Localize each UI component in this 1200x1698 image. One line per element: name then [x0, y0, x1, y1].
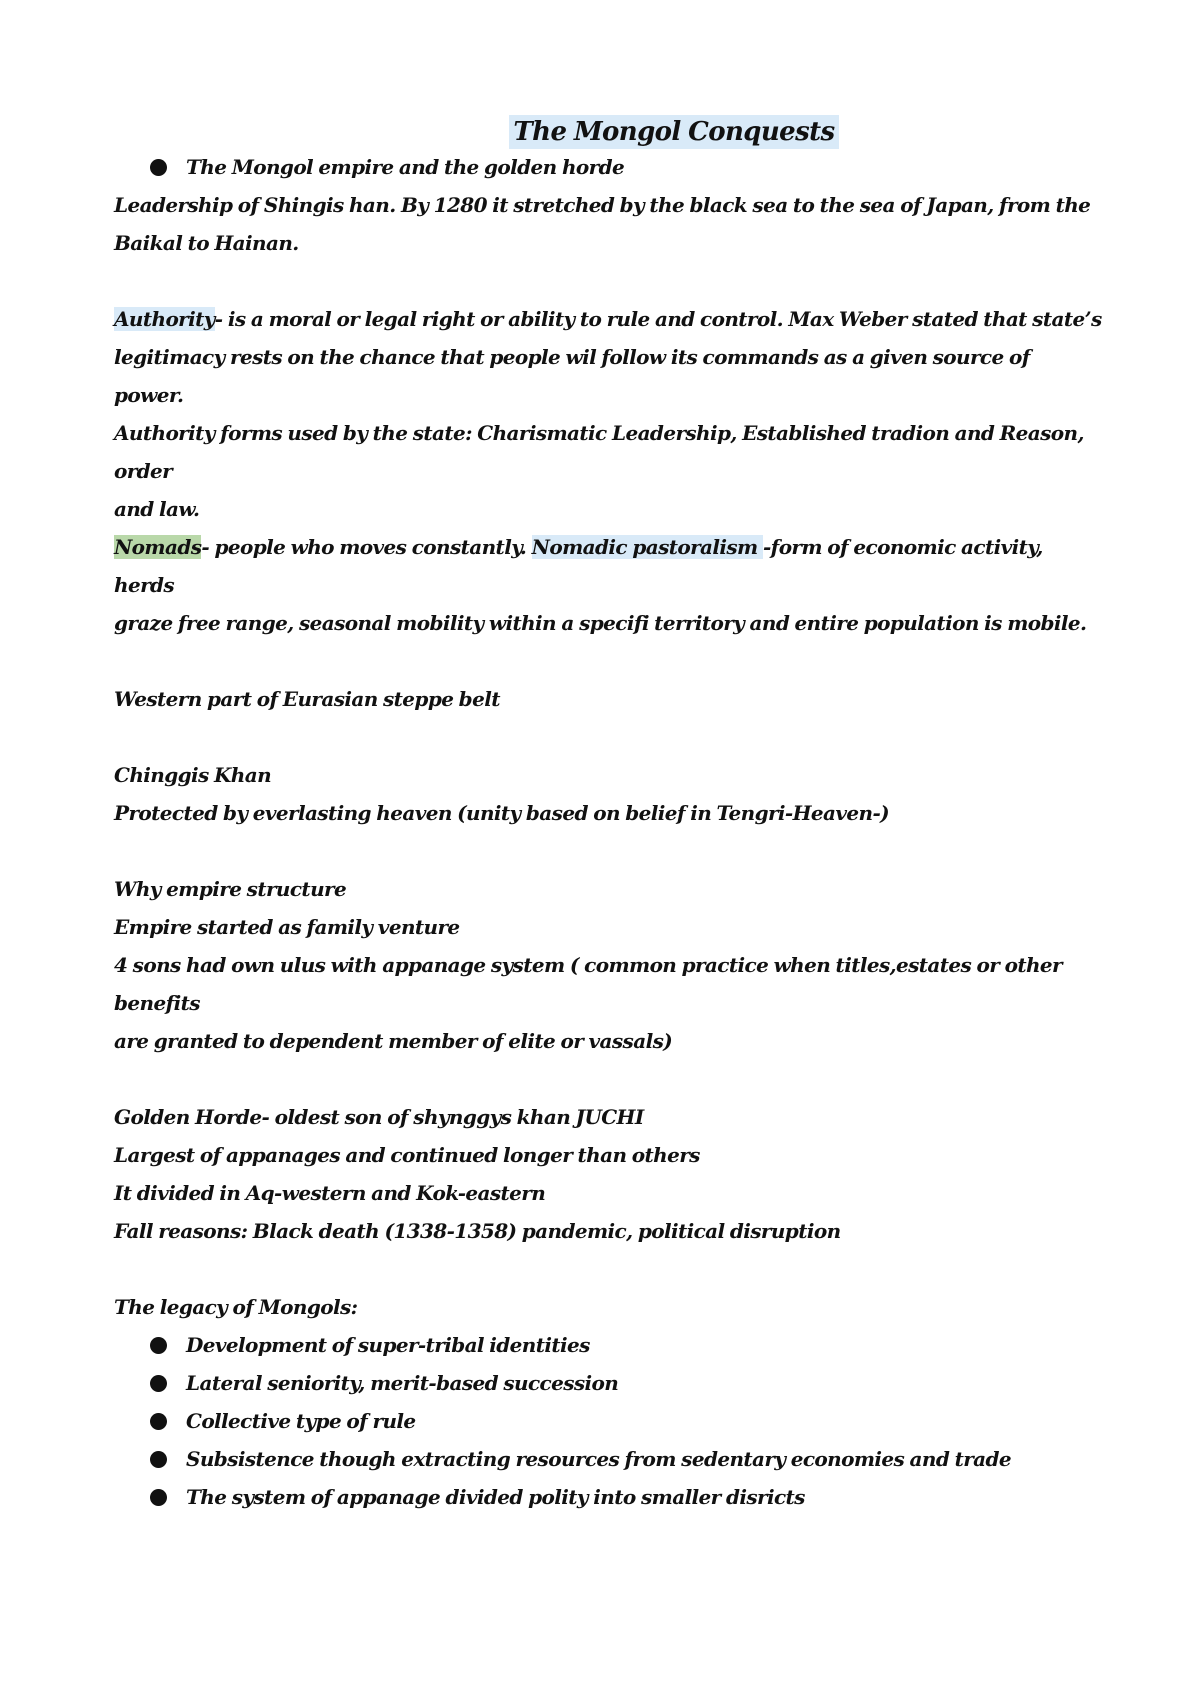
chinggis-heading: Chinggis Khan — [114, 763, 272, 787]
horde-line: Fall reasons: Black death (1338-1358) pandemic, political disruption — [114, 1219, 841, 1243]
horde-line: Largest of appanages and continued longer than others — [114, 1143, 700, 1167]
paragraph-gap — [114, 832, 1104, 870]
bullet-icon — [150, 159, 167, 176]
list-item: Collective type of rule — [150, 1402, 1104, 1440]
paragraph-gap — [114, 718, 1104, 756]
bullet-icon — [150, 1489, 167, 1506]
list-item: The Mongol empire and the golden horde — [150, 148, 1104, 186]
leadership-line: Leadership of Shingis han. By 1280 it stretched by the black sea to the sea of Japan, from the — [114, 193, 1091, 217]
steppe-line: Western part of Eurasian steppe belt — [114, 687, 500, 711]
paragraph-gap — [114, 642, 1104, 680]
list-item: Development of super-tribal identities — [150, 1326, 1104, 1364]
list-item: Subsistence though extracting resources from sedentary economies and trade — [150, 1440, 1104, 1478]
legacy-list — [114, 1326, 1104, 1516]
authority-definition: Authority- is a moral or legal right or ability to rule and control. Max Weber stated that state’s — [114, 307, 1102, 331]
empire-line: Empire started as family venture — [114, 915, 460, 939]
nomadic-pastoralism-term: Nomadic pastoralism — [531, 535, 763, 559]
nomads-term: Nomads — [114, 535, 202, 559]
paragraph-gap — [114, 262, 1104, 300]
list-item: Lateral seniority, merit-based succession — [150, 1364, 1104, 1402]
authority-term: Authority — [114, 307, 215, 331]
bullet-icon — [150, 1375, 167, 1392]
chinggis-line: Protected by everlasting heaven (unity based on belief in Tengri-Heaven-) — [114, 801, 890, 825]
list-item: The system of appanage divided polity into smaller disricts — [150, 1478, 1104, 1516]
horde-line: It divided in Aq-western and Kok-eastern — [114, 1181, 546, 1205]
authority-line: Authority forms used by the state: Charismatic Leadership, Established tradion and Reason, order — [114, 421, 1084, 483]
empire-line: 4 sons had own ulus with appanage system ( common practice when titles,estates or other benefits — [114, 953, 1062, 1015]
bullet-icon — [150, 1451, 167, 1468]
bullet-icon — [150, 1337, 167, 1354]
authority-line: and law. — [114, 497, 200, 521]
empire-line: are granted to dependent member of elite or vassals) — [114, 1029, 673, 1053]
intro-bullet-list — [114, 148, 1104, 186]
authority-line: legitimacy rests on the chance that people wil follow its commands as a given source of power. — [114, 345, 1030, 407]
leadership-line: Baikal to Hainan. — [114, 231, 299, 255]
paragraph-gap — [114, 1250, 1104, 1288]
title-highlight: The Mongol Conquests — [509, 115, 838, 149]
nomads-definition: Nomads- people who moves constantly. Nomadic pastoralism -form of economic activity, herds — [114, 535, 1043, 597]
paragraph-gap — [114, 1060, 1104, 1098]
nomads-line: graze free range, seasonal mobility within a specifi territory and entire population is mobile. — [114, 611, 1087, 635]
bullet-icon — [150, 1413, 167, 1430]
empire-line: Why empire structure — [114, 877, 347, 901]
document-body — [114, 110, 1104, 1516]
legacy-heading: The legacy of Mongols: — [114, 1295, 358, 1319]
horde-line: Golden Horde- oldest son of shynggys khan JUCHI — [114, 1105, 644, 1129]
